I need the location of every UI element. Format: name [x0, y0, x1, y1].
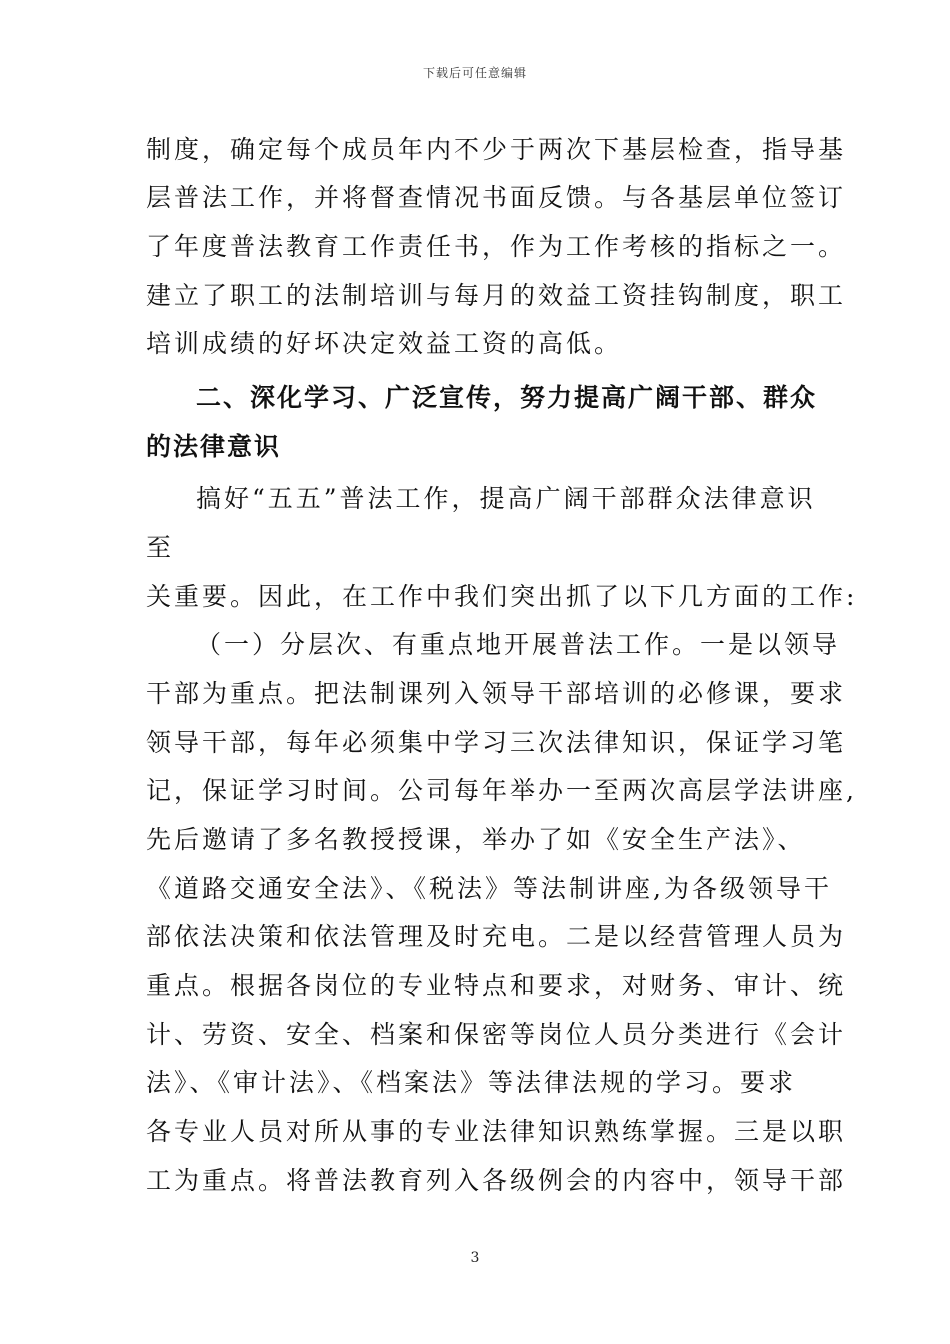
body-line: 关重要。因此，在工作中我们突出抓了以下几方面的工作: — [146, 582, 858, 611]
body-line: 计、劳资、安全、档案和保密等岗位人员分类进行《会计 — [146, 1020, 847, 1049]
body-line: 层普法工作，并将督查情况书面反馈。与各基层单位签订 — [146, 183, 847, 212]
body-line: 重点。根据各岗位的专业特点和要求，对财务、审计、统 — [146, 971, 847, 1000]
subsection-line: （一）分层次、有重点地开展普法工作。一是以领导 — [196, 630, 841, 659]
body-line: 各专业人员对所从事的专业法律知识熟练掌握。三是以职 — [146, 1117, 847, 1146]
body-line: 法》、《审计法》、《档案法》等法律法规的学习。要求 — [146, 1068, 797, 1097]
body-line: 了年度普法教育工作责任书，作为工作考核的指标之一。 — [146, 232, 847, 261]
body-line: 搞好“五五”普法工作，提高广阔干部群众法律意识 — [196, 484, 816, 513]
body-line: 部依法决策和依法管理及时充电。二是以经营管理人员为 — [146, 922, 847, 951]
section-heading-continued: 的法律意识 — [146, 432, 282, 461]
body-line: 先后邀请了多名教授授课，举办了如《安全生产法》、 — [146, 825, 806, 854]
page-number: 3 — [470, 1250, 480, 1266]
body-line: 制度，确定每个成员年内不少于两次下基层检查，指导基 — [146, 135, 847, 164]
page-header: 下载后可任意编辑 — [422, 66, 527, 80]
body-line: 记，保证学习时间。公司每年举办一至两次高层学法讲座, — [146, 776, 857, 805]
body-line: 建立了职工的法制培训与每月的效益工资挂钩制度，职工 — [146, 281, 847, 310]
section-heading: 二、深化学习、广泛宣传，努力提高广阔干部、群众 — [196, 383, 818, 412]
body-line: 培训成绩的好坏决定效益工资的高低。 — [146, 329, 623, 358]
body-line: 工为重点。将普法教育列入各级例会的内容中，领导干部 — [146, 1166, 847, 1195]
body-line: 干部为重点。把法制课列入领导干部培训的必修课，要求 — [146, 679, 847, 708]
body-line: 至 — [146, 533, 175, 562]
body-line: 领导干部，每年必须集中学习三次法律知识，保证学习笔 — [146, 728, 847, 757]
body-line: 《道路交通安全法》、《税法》等法制讲座,为各级领导干 — [146, 874, 832, 903]
